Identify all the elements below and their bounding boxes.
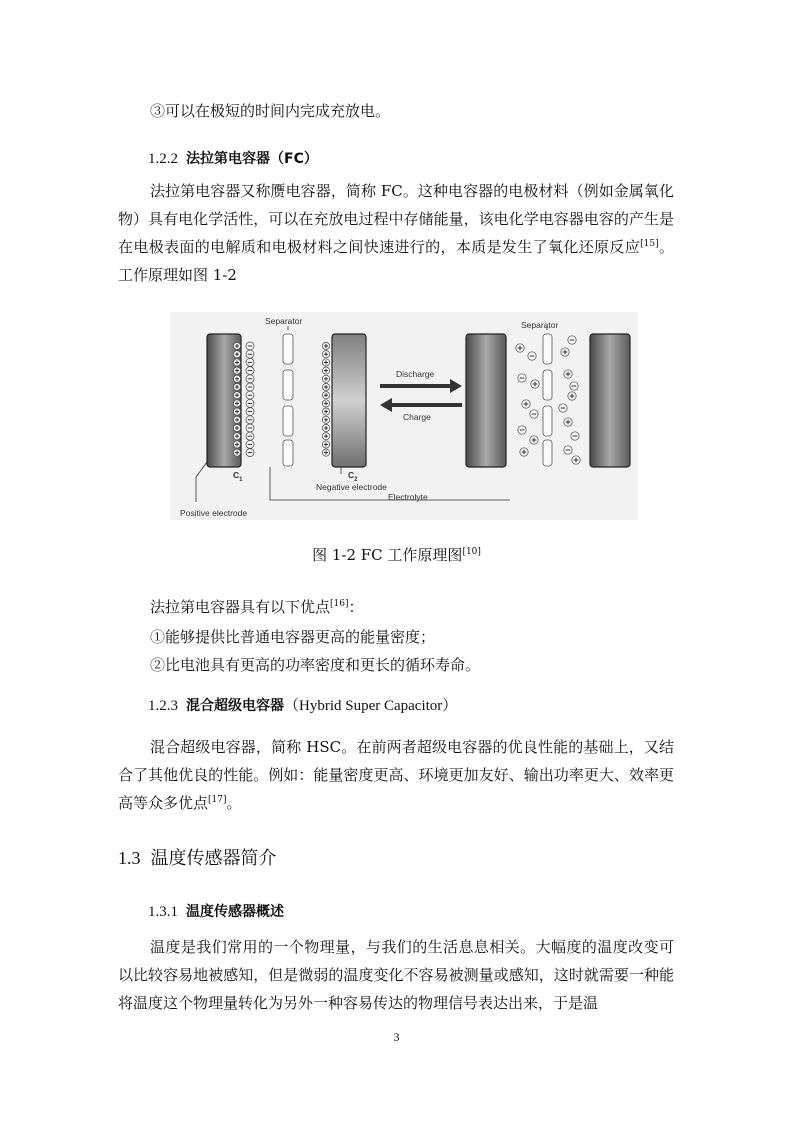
cation-icon [531, 380, 539, 388]
plus-charge-icon [233, 441, 240, 448]
anion-icon [530, 410, 538, 418]
citation: [17] [208, 795, 227, 805]
caption-text: 图 1-2 FC 工作原理图 [312, 546, 463, 564]
label-c2: $C_2$ [348, 470, 358, 483]
label-discharge: Discharge [396, 369, 435, 379]
cation-icon [530, 436, 538, 444]
plus-charge-icon [233, 449, 240, 456]
cation-icon [572, 456, 580, 464]
paragraph-tail: 。 [226, 794, 242, 812]
page-number: 3 [393, 1030, 400, 1044]
plus-charge-icon [233, 375, 240, 382]
section-title: 法拉第电容器（FC） [186, 151, 318, 167]
anion-icon [246, 440, 254, 448]
paragraph-temperature [118, 933, 674, 1017]
paragraph-text: 混合超级电容器，简称 HSC。在前两者超级电容器的优良性能的基础上，又结合了其他优良的性能。例如：能量密度更高、环境更加友好、输出功率更大、效率更高等众多优点 [118, 738, 674, 812]
citation: [15] [640, 239, 659, 249]
anion-icon [246, 399, 254, 407]
advantage-item-2: ②比电池具有更高的功率密度和更长的循环寿命。 [150, 656, 481, 674]
plus-charge-icon [322, 342, 329, 349]
section-number: 1.3 [118, 848, 141, 868]
advantages-intro-tail: ： [348, 598, 364, 616]
anion-icon [528, 352, 536, 360]
plus-charge-icon [322, 433, 329, 440]
plus-charge-icon [233, 342, 240, 349]
plus-charge-icon [322, 359, 329, 366]
section-title: 温度传感器概述 [186, 904, 284, 920]
plus-charge-icon [233, 408, 240, 415]
plus-charge-icon [322, 400, 329, 407]
anion-icon [246, 358, 254, 366]
anion-icon [246, 432, 254, 440]
section-title: 混合超级电容器 [186, 698, 284, 714]
section-heading-1-2-3 [148, 695, 457, 716]
anion-icon [518, 426, 526, 434]
plus-charge-icon [322, 367, 329, 374]
paragraph-text: 法拉第电容器又称赝电容器，简称 FC。这种电容器的电极材料（例如金属氧化物）具有电化学活性，可以在充放电过程中存储能量，该电化学电容器电容的产生是在电极表面的电解质和电极材料之间快速进行的，本质是发生了氧化还原反应 [118, 182, 674, 256]
anion-icon [568, 336, 576, 344]
section-heading-1-3 [118, 846, 277, 871]
label-positive-electrode: Positive electrode [180, 508, 248, 518]
label-negative-electrode: Negative electrode [316, 482, 387, 492]
plus-charge-icon [322, 351, 329, 358]
label-separator-right: Separator [521, 320, 559, 330]
cation-icon [520, 448, 528, 456]
anion-icon [570, 382, 578, 390]
section-heading-1-2-2 [148, 148, 318, 169]
plus-charge-icon [233, 416, 240, 423]
paragraph-fc [118, 177, 674, 289]
separator-left [283, 334, 293, 466]
plus-charge-icon [322, 392, 329, 399]
left-electrode-negative [332, 334, 366, 467]
section-heading-1-3-1 [148, 901, 284, 922]
plus-charge-icon [322, 408, 329, 415]
plus-charge-icon [233, 359, 240, 366]
plus-charge-icon [322, 449, 329, 456]
anion-icon [246, 375, 254, 383]
anion-icon [246, 367, 254, 375]
separator-right [543, 334, 552, 466]
cation-icon [561, 348, 569, 356]
plus-charge-icon [233, 392, 240, 399]
label-c1: $C_1$ [233, 470, 243, 483]
citation: [16] [330, 599, 349, 609]
plus-charge-icon [322, 416, 329, 423]
plus-charge-icon [322, 383, 329, 390]
plus-charge-icon [233, 400, 240, 407]
plus-charge-icon [233, 351, 240, 358]
advantage-item-1: ①能够提供比普通电容器更高的能量密度； [150, 628, 436, 646]
anion-icon [564, 446, 572, 454]
right-electrode-right [590, 334, 630, 467]
section-number: 1.2.2 [148, 151, 178, 167]
advantages-intro-text: 法拉第电容器具有以下优点 [150, 598, 331, 616]
advantages-intro [150, 597, 364, 617]
anion-icon [246, 342, 254, 350]
fc-working-principle-figure [170, 312, 638, 520]
plus-charge-icon [233, 383, 240, 390]
cation-icon [564, 418, 572, 426]
plus-charge-icon [322, 375, 329, 382]
plus-charge-icon [322, 441, 329, 448]
figure-caption [0, 545, 793, 565]
anion-icon [246, 408, 254, 416]
label-separator-left: Separator [265, 316, 303, 326]
paragraph-hsc [118, 733, 674, 817]
plus-charge-icon [322, 424, 329, 431]
section-number: 1.2.3 [148, 698, 178, 714]
anion-icon [246, 424, 254, 432]
anion-icon [571, 432, 579, 440]
anion-icon [246, 350, 254, 358]
intro-item: ③可以在极短的时间内完成充放电。 [150, 102, 391, 120]
anion-icon [246, 416, 254, 424]
cation-icon [522, 400, 530, 408]
cation-icon [568, 392, 576, 400]
anion-icon [518, 374, 526, 382]
right-electrode-left [466, 334, 506, 467]
anion-icon [246, 391, 254, 399]
paragraph-text: 温度是我们常用的一个物理量，与我们的生活息息相关。大幅度的温度改变可以比较容易地被感知，但是微弱的温度变化不容易被测量或感知，这时就需要一种能将温度这个物理量转化为另外一种容易传达的物理信号表达出来，于是温 [118, 938, 674, 1012]
section-number: 1.3.1 [148, 904, 178, 920]
anion-icon [246, 383, 254, 391]
section-title: 温度传感器简介 [150, 848, 277, 869]
anion-icon [559, 404, 567, 412]
cation-icon [516, 344, 524, 352]
plus-charge-icon [233, 424, 240, 431]
paragraph-tail: 。工作原理如图 1-2 [118, 238, 674, 284]
plus-charge-icon [233, 433, 240, 440]
plus-charge-icon [233, 367, 240, 374]
figure-drawing [170, 312, 638, 520]
section-title-en: （Hybrid Super Capacitor） [284, 698, 458, 714]
citation: [10] [462, 547, 481, 557]
label-electrolyte: Electrolyte [388, 492, 428, 502]
cation-icon [564, 370, 572, 378]
label-charge: Charge [403, 412, 431, 422]
anion-icon [246, 449, 254, 457]
